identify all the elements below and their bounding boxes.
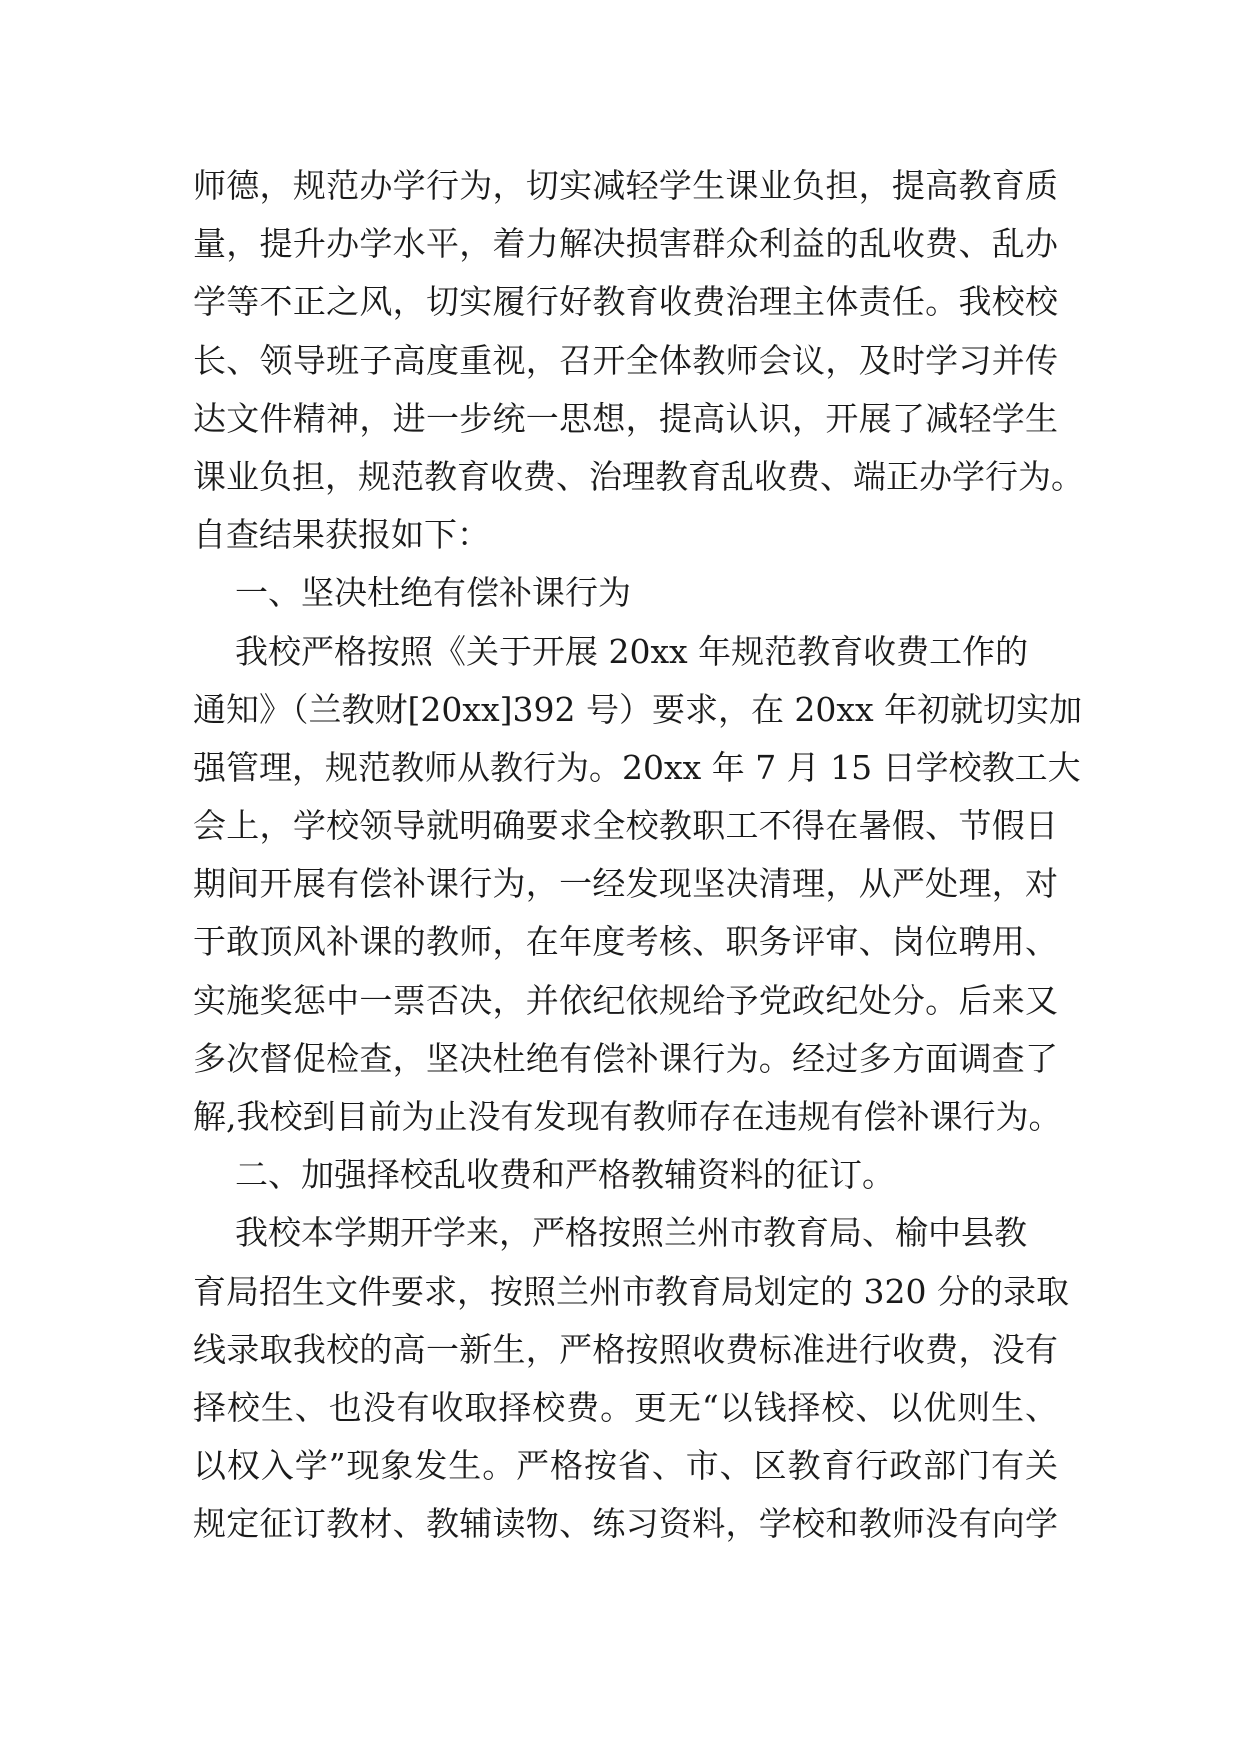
text-line: 会上，学校领导就明确要求全校教职工不得在暑假、节假日 [193, 806, 1058, 846]
text-line: 我校本学期开学来，严格按照兰州市教育局、榆中县教 [193, 1213, 1027, 1253]
text-line: 量，提升办学水平，着力解决损害群众利益的乱收费、乱办 [193, 224, 1058, 264]
text-line: 线录取我校的高一新生，严格按照收费标准进行收费，没有 [193, 1329, 1058, 1369]
text-line: 规定征订教材、教辅读物、练习资料，学校和教师没有向学 [193, 1504, 1058, 1544]
body-text [193, 157, 1084, 1554]
text-line: 以权入学”现象发生。严格按省、市、区教育行政部门有关 [193, 1446, 1058, 1486]
text-line: 学等不正之风，切实履行好教育收费治理主体责任。我校校 [193, 282, 1058, 322]
text-line: 课业负担，规范教育收费、治理教育乱收费、端正办学行为。 [193, 456, 1084, 496]
text-line: 育局招生文件要求，按照兰州市教育局划定的 320 分的录取 [193, 1271, 1069, 1311]
text-line: 一、坚决杜绝有偿补课行为 [193, 573, 631, 613]
text-line: 达文件精神，进一步统一思想，提高认识，开展了减轻学生 [193, 398, 1058, 438]
text-line: 自查结果获报如下： [193, 515, 490, 555]
text-line: 实施奖惩中一票否决，并依纪依规给予党政纪处分。后来又 [193, 980, 1058, 1020]
text-line: 多次督促检查，坚决杜绝有偿补课行为。经过多方面调查了 [193, 1038, 1058, 1078]
text-line: 期间开展有偿补课行为，一经发现坚决清理，从严处理，对 [193, 864, 1058, 904]
text-line: 解,我校到目前为止没有发现有教师存在违规有偿补课行为。 [193, 1097, 1062, 1136]
text-line: 我校严格按照《关于开展 20xx 年规范教育收费工作的 [193, 631, 1029, 671]
text-line: 师德，规范办学行为，切实减轻学生课业负担，提高教育质 [193, 166, 1058, 205]
text-line: 通知》（兰教财[20xx]392 号）要求，在 20xx 年初就切实加 [193, 689, 1083, 729]
text-line: 二、加强择校乱收费和严格教辅资料的征订。 [193, 1155, 895, 1195]
text-line: 择校生、也没有收取择校费。更无“以钱择校、以优则生、 [193, 1387, 1058, 1427]
text-line: 于敢顶风补课的教师，在年度考核、职务评审、岗位聘用、 [193, 922, 1058, 962]
text-line: 长、领导班子高度重视，召开全体教师会议，及时学习并传 [193, 340, 1058, 380]
text-line: 强管理，规范教师从教行为。20xx 年 7 月 15 日学校教工大 [193, 747, 1081, 787]
